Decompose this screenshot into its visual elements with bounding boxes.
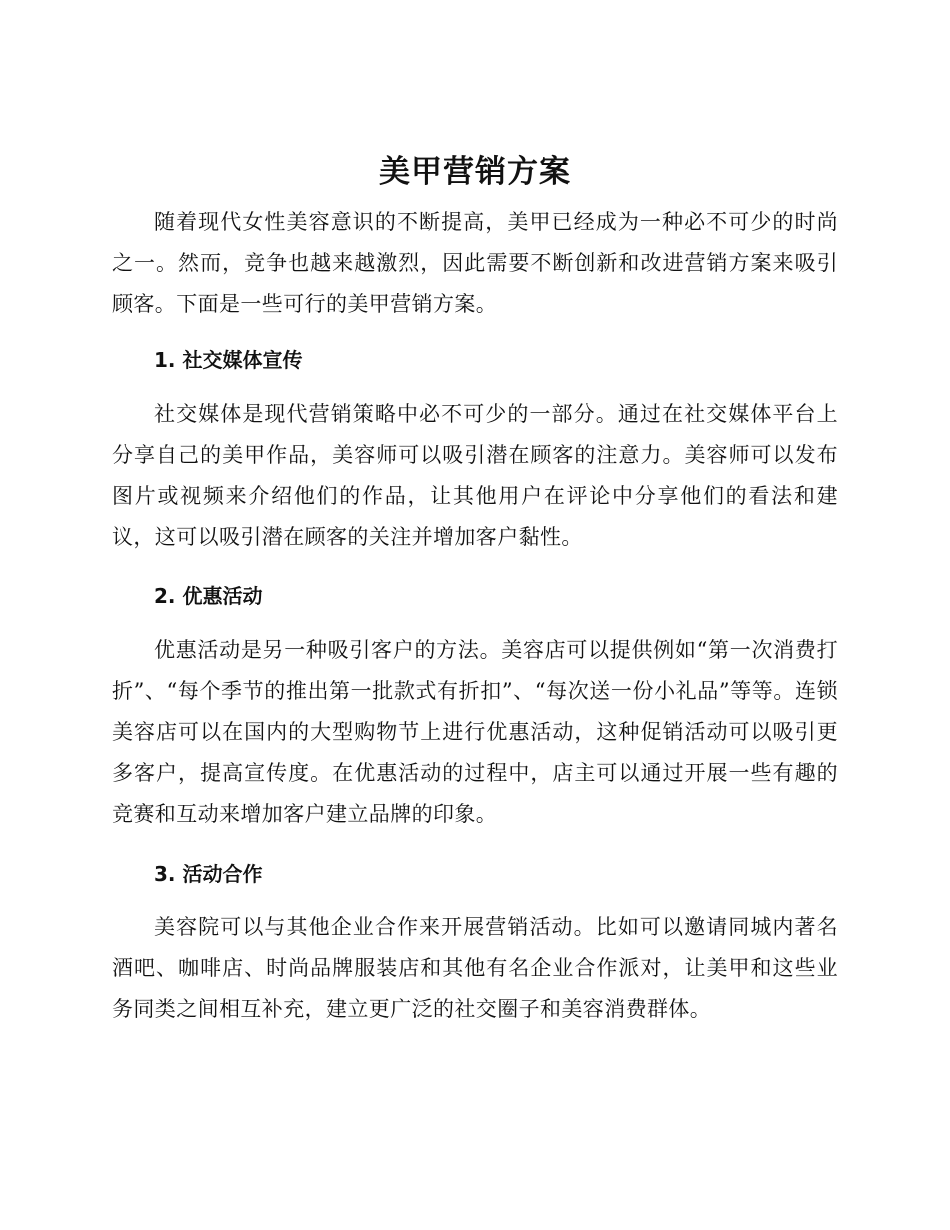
section-heading-partnerships: 3. 活动合作 (154, 862, 263, 886)
section-heading-promotions: 2. 优惠活动 (154, 584, 263, 608)
section-heading-social-media: 1. 社交媒体宣传 (154, 348, 303, 372)
document-title: 美甲营销方案 (379, 154, 571, 190)
section-paragraph-promotions: 优惠活动是另一种吸引客户的方法。美容店可以提供例如“第一次消费打折”、“每个季节的推出第一批款式有折扣”、“每次送一份小礼品”等等。连锁美容店可以在国内的大型购物节上进行优惠活动，这种促销活动可以吸引更多客户，提高宣传度。在优惠活动的过程中，店主可以通过开展一些有趣的竞赛和互动来增加客户建立品牌的印象。 (112, 638, 838, 826)
section-paragraph-social-media: 社交媒体是现代营销策略中必不可少的一部分。通过在社交媒体平台上分享自己的美甲作品，美容师可以吸引潜在顾客的注意力。美容师可以发布图片或视频来介绍他们的作品，让其他用户在评论中分享他们的看法和建议，这可以吸引潜在顾客的关注并增加客户黏性。 (112, 402, 838, 549)
section-paragraph-partnerships: 美容院可以与其他企业合作来开展营销活动。比如可以邀请同城内著名酒吧、咖啡店、时尚品牌服装店和其他有名企业合作派对，让美甲和这些业务同类之间相互补充，建立更广泛的社交圈子和美容消费群体。 (112, 915, 838, 1021)
intro-paragraph: 随着现代女性美容意识的不断提高，美甲已经成为一种必不可少的时尚之一。然而，竞争也越来越激烈，因此需要不断创新和改进营销方案来吸引顾客。下面是一些可行的美甲营销方案。 (112, 210, 838, 316)
